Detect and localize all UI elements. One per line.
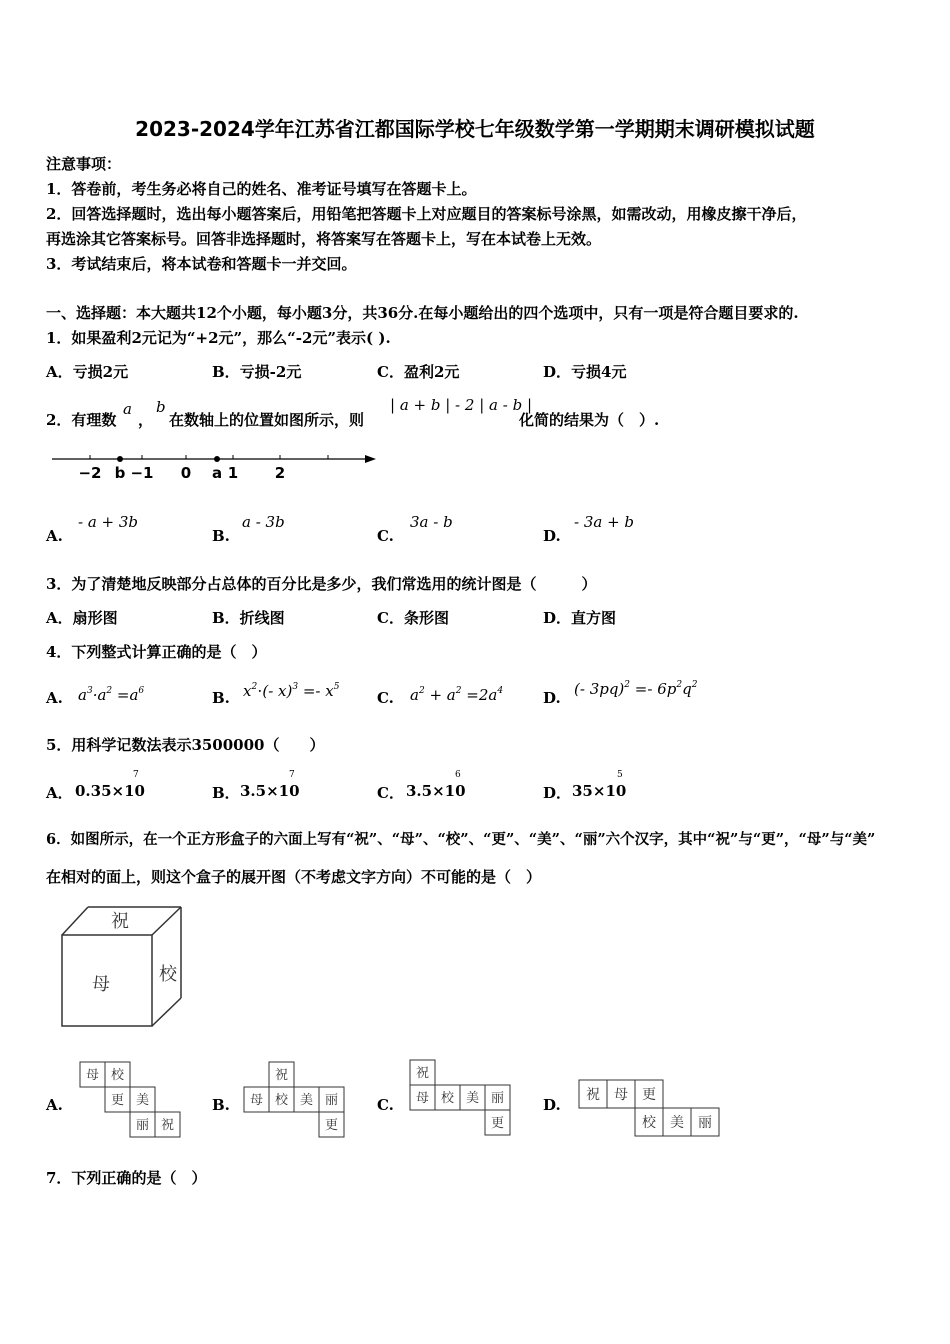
- q5-option-a-value: 0.35×10: [75, 782, 145, 800]
- q2-option-b-expr: a - 3b: [242, 513, 285, 531]
- q5-option-c-label[interactable]: C．: [377, 784, 404, 802]
- q4-option-d-expr: (- $3pq)^2 =- 6p^2q^2$: [574, 680, 698, 698]
- net-cell: 校: [110, 1068, 125, 1083]
- net-cell: 丽: [698, 1115, 712, 1131]
- q5-option-b-label[interactable]: B．: [212, 784, 240, 802]
- question-2-mid: 在数轴上的位置如图所示，则: [169, 411, 365, 429]
- notice-item: 再选涂其它答案标号。回答非选择题时，将答案写在答题卡上，写在本试卷上无效。: [46, 230, 602, 248]
- net-cell: 祝: [415, 1066, 430, 1081]
- net-cell: 丽: [490, 1091, 505, 1106]
- axis-label: a: [211, 464, 223, 482]
- axis-label: −1: [130, 464, 154, 482]
- q1-option-b[interactable]: B．亏损-2元: [212, 363, 302, 381]
- net-cell: 祝: [274, 1068, 289, 1083]
- q3-option-c[interactable]: C．条形图: [377, 609, 449, 627]
- abs-expression: | a + b | - 2 | a - b |: [390, 396, 533, 414]
- question-5-stem: 5．用科学记数法表示3500000（ ）: [46, 736, 325, 754]
- question-2-number: 2．有理数: [46, 411, 117, 429]
- net-cell: 美: [135, 1093, 150, 1108]
- notice-item: 2．回答选择题时，选出每小题答案后，用铅笔把答题卡上对应题目的答案标号涂黑，如需改动，用橡皮擦干净后，: [46, 205, 807, 223]
- q2-option-d-label[interactable]: D.: [543, 527, 561, 545]
- q5-option-b-exponent: 7: [289, 770, 295, 780]
- q2-option-c-label[interactable]: C.: [377, 527, 394, 545]
- q2-option-a-label[interactable]: A.: [46, 527, 63, 545]
- net-cell: 美: [670, 1115, 684, 1131]
- net-d: [577, 1078, 721, 1138]
- q6-option-d-label[interactable]: D.: [543, 1096, 561, 1114]
- q5-option-d-exponent: 5: [617, 770, 623, 780]
- q6-option-b-label[interactable]: B.: [212, 1096, 230, 1114]
- question-4-stem: 4．下列整式计算正确的是（ ）: [46, 643, 267, 661]
- q4-option-b-label[interactable]: B.: [212, 689, 230, 707]
- question-1-stem: 1．如果盈利2元记为“+2元”，那么“-2元”表示( ).: [46, 329, 391, 347]
- question-2-end: 化简的结果为（ ）.: [519, 411, 660, 429]
- question-6-line1: 6．如图所示，在一个正方形盒子的六面上写有“祝”、“母”、“校”、“更”、“美”、“丽”六个汉字，其中“祝”与“更”，“母”与“美”: [46, 831, 876, 848]
- q2-option-c-expr: 3a - b: [410, 513, 453, 531]
- net-c: [408, 1058, 512, 1138]
- q5-option-d-label[interactable]: D．: [543, 784, 572, 802]
- net-cell: 母: [249, 1093, 264, 1108]
- net-cell: 更: [490, 1116, 505, 1131]
- net-cell: 校: [642, 1115, 656, 1131]
- axis-label: b: [114, 464, 126, 482]
- q5-option-a-label[interactable]: A．: [46, 784, 73, 802]
- question-3-stem: 3．为了清楚地反映部分占总体的百分比是多少，我们常选用的统计图是（ ）: [46, 575, 597, 593]
- q3-option-a[interactable]: A．扇形图: [46, 609, 118, 627]
- q1-option-a[interactable]: A．亏损2元: [46, 363, 129, 381]
- q4-option-c-label[interactable]: C.: [377, 689, 394, 707]
- page-title: 2023-2024学年江苏省江都国际学校七年级数学第一学期期末调研模拟试题: [135, 117, 815, 141]
- net-cell: 母: [415, 1091, 430, 1106]
- net-cell: 更: [324, 1118, 339, 1133]
- question-6-line2: 在相对的面上，则这个盒子的展开图（不考虑文字方向）不可能的是（ ）: [46, 868, 542, 886]
- var-b: b: [156, 398, 166, 416]
- net-b: [242, 1060, 346, 1140]
- axis-label: 2: [274, 464, 286, 482]
- net-cell: 美: [299, 1093, 314, 1108]
- q1-option-d[interactable]: D．亏损4元: [543, 363, 627, 381]
- net-cell: 母: [85, 1068, 100, 1083]
- q1-option-c[interactable]: C．盈利2元: [377, 363, 460, 381]
- net-cell: 校: [440, 1091, 455, 1106]
- cube-front-face: 母: [92, 974, 110, 995]
- axis-label: 1: [227, 464, 239, 482]
- cube-top-face: 祝: [111, 911, 129, 932]
- q4-option-c-expr: $a^2 + a^2 =2a^4$: [410, 686, 504, 704]
- net-cell: 丽: [324, 1093, 339, 1108]
- notice-item: 1．答卷前，考生务必将自己的姓名、准考证号填写在答题卡上。: [46, 180, 477, 198]
- axis-label: −2: [78, 464, 102, 482]
- q5-option-c-exponent: 6: [455, 770, 461, 780]
- net-a: [78, 1060, 182, 1140]
- q4-option-a-label[interactable]: A.: [46, 689, 63, 707]
- q4-option-d-label[interactable]: D.: [543, 689, 561, 707]
- q2-option-d-expr: - 3a + b: [574, 513, 635, 531]
- net-cell: 祝: [586, 1087, 600, 1103]
- q4-option-b-expr: $x^2\cdot(-$ $x)^3 =- x^5$: [243, 682, 340, 700]
- question-7-stem: 7．下列正确的是（ ）: [46, 1169, 207, 1187]
- net-cell: 丽: [135, 1118, 150, 1133]
- q6-option-c-label[interactable]: C.: [377, 1096, 394, 1114]
- net-cell: 祝: [160, 1118, 175, 1133]
- net-cell: 美: [465, 1091, 480, 1106]
- notice-item: 3．考试结束后，将本试卷和答题卡一并交回。: [46, 255, 357, 273]
- q3-option-d[interactable]: D．直方图: [543, 609, 617, 627]
- q5-option-a-exponent: 7: [133, 770, 139, 780]
- number-line: [50, 448, 380, 484]
- cube-right-face: 校: [159, 964, 177, 985]
- q5-option-c-value: 3.5×10: [406, 782, 466, 800]
- separator: ，: [138, 411, 154, 429]
- net-cell: 更: [110, 1093, 125, 1108]
- q3-option-b[interactable]: B．折线图: [212, 609, 285, 627]
- q4-option-a-expr: $a^3\cdot a^2 =a^6$: [78, 686, 145, 704]
- q5-option-b-value: 3.5×10: [240, 782, 300, 800]
- var-a: a: [123, 400, 132, 418]
- notice-heading: 注意事项：: [46, 155, 122, 173]
- q2-option-b-label[interactable]: B.: [212, 527, 230, 545]
- net-cell: 校: [274, 1093, 289, 1108]
- section-heading: 一、选择题：本大题共12个小题，每小题3分，共36分.在每小题给出的四个选项中，只有一项是符合题目要求的.: [46, 304, 799, 322]
- axis-label: 0: [180, 464, 192, 482]
- q6-option-a-label[interactable]: A.: [46, 1096, 63, 1114]
- q5-option-d-value: 35×10: [572, 782, 627, 800]
- net-cell: 更: [642, 1087, 656, 1103]
- cube-figure: [58, 904, 188, 1030]
- net-cell: 母: [614, 1087, 628, 1103]
- q2-option-a-expr: - a + 3b: [78, 513, 139, 531]
